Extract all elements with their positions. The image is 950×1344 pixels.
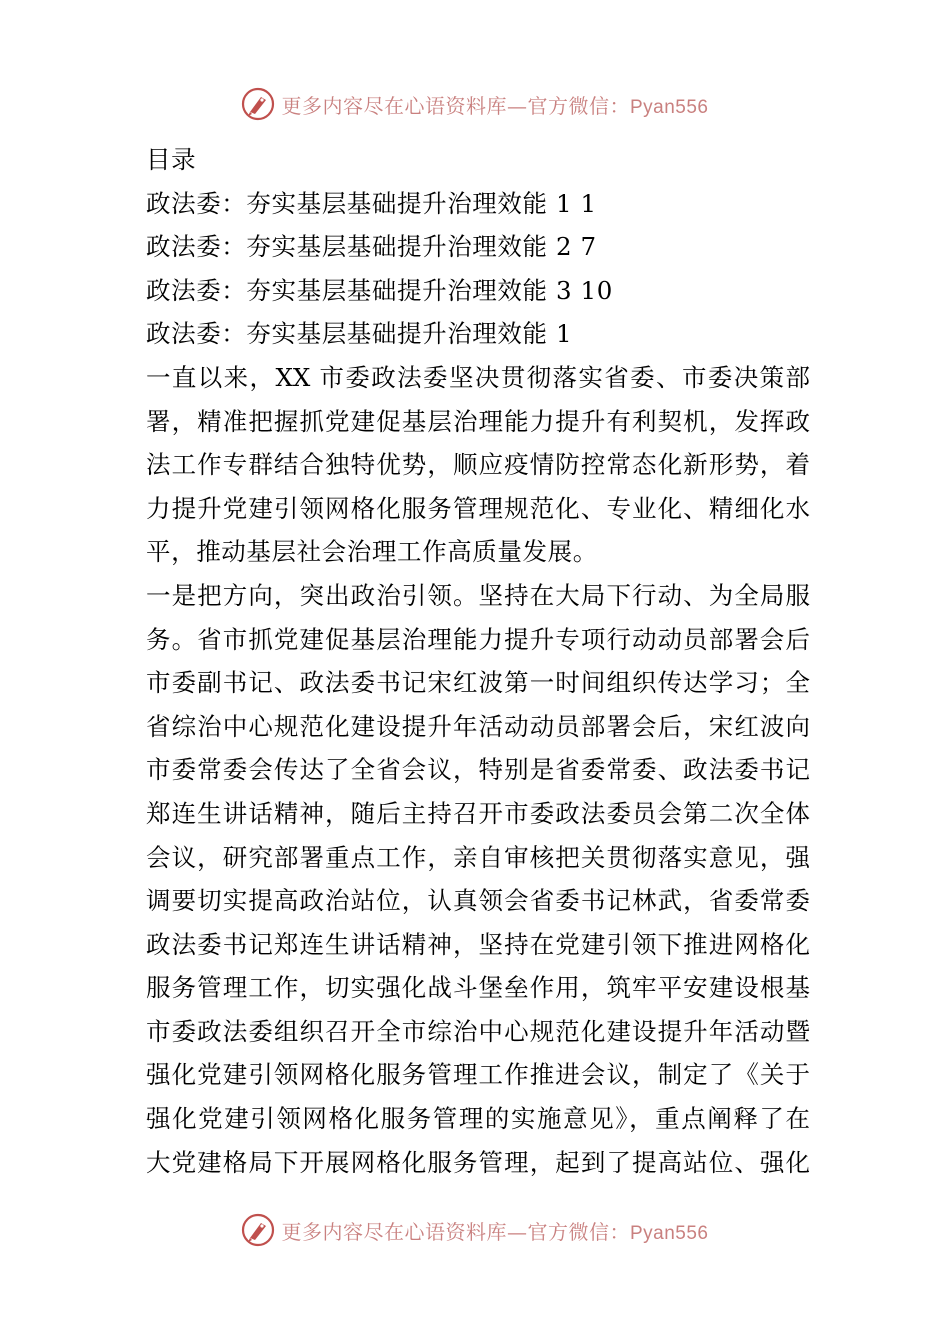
footer-banner [0,1210,950,1250]
paragraph-line: 一是把方向，突出政治引领。坚持在大局下行动、为全局服 [146,580,810,610]
toc-entry: 政法委：夯实基层基础提升治理效能 1 1 [146,188,597,218]
wechat-handle: Pyan556 [629,96,709,118]
paragraph-line: 强化党建引领网格化服务管理的实施意见》，重点阐释了在 [146,1104,810,1134]
paragraph-line: 政法委书记郑连生讲话精神，坚持在党建引领下推进网格化 [146,929,810,959]
paragraph-line: 郑连生讲话精神，随后主持召开市委政法委员会第二次全体 [146,798,810,828]
paragraph-line: 法工作专群结合独特优势，顺应疫情防控常态化新形势，着 [146,450,810,480]
paragraph-line: 大党建格局下开展网格化服务管理，起到了提高站位、强化 [146,1147,810,1177]
paragraph-line: 平，推动基层社会治理工作高质量发展。 [146,537,598,567]
paragraph-line: 市委常委会传达了全省会议，特别是省委常委、政法委书记 [146,755,810,785]
paragraph-line: 一直以来，XX 市委政法委坚决贯彻落实省委、市委决策部 [146,362,810,392]
paragraph-line: 力提升党建引领网格化服务管理规范化、专业化、精细化水 [146,493,810,523]
toc-title: 目录 [146,145,197,174]
toc-entry: 政法委：夯实基层基础提升治理效能 3 10 [146,275,613,305]
paragraph-line: 省综治中心规范化建设提升年活动动员部署会后，宋红波向 [146,711,810,741]
pen-nib-logo-icon [241,1213,275,1247]
paragraph-line: 强化党建引领网格化服务管理工作推进会议，制定了《关于 [146,1060,810,1090]
paragraph-line: 会议，研究部署重点工作，亲自审核把关贯彻落实意见，强 [146,842,810,872]
document-body [146,138,810,1184]
paragraph-line: 署，精准把握抓党建促基层治理能力提升有利契机，发挥政 [146,406,810,436]
wechat-handle: Pyan556 [629,1222,709,1244]
pen-nib-logo-icon [241,87,275,121]
paragraph-line: 调要切实提高政治站位，认真领会省委书记林武，省委常委 [146,886,810,916]
paragraph-line: 务。省市抓党建促基层治理能力提升专项行动动员部署会后 [146,624,810,654]
paragraph-line: 市委副书记、政法委书记宋红波第一时间组织传达学习；全 [146,668,810,698]
paragraph-direction [146,574,810,1184]
banner-text: 更多内容尽在心语资料库—官方微信：Pyan556 [281,93,709,118]
paragraph-line: 市委政法委组织召开全市综治中心规范化建设提升年活动暨 [146,1016,810,1046]
banner-text: 更多内容尽在心语资料库—官方微信：Pyan556 [281,1219,709,1244]
paragraph-intro [146,356,810,574]
section-heading: 政法委：夯实基层基础提升治理效能 1 [146,319,573,349]
toc-entry: 政法委：夯实基层基础提升治理效能 2 7 [146,232,597,262]
header-banner [0,84,950,124]
paragraph-line: 服务管理工作，切实强化战斗堡垒作用，筑牢平安建设根基 [146,973,810,1003]
